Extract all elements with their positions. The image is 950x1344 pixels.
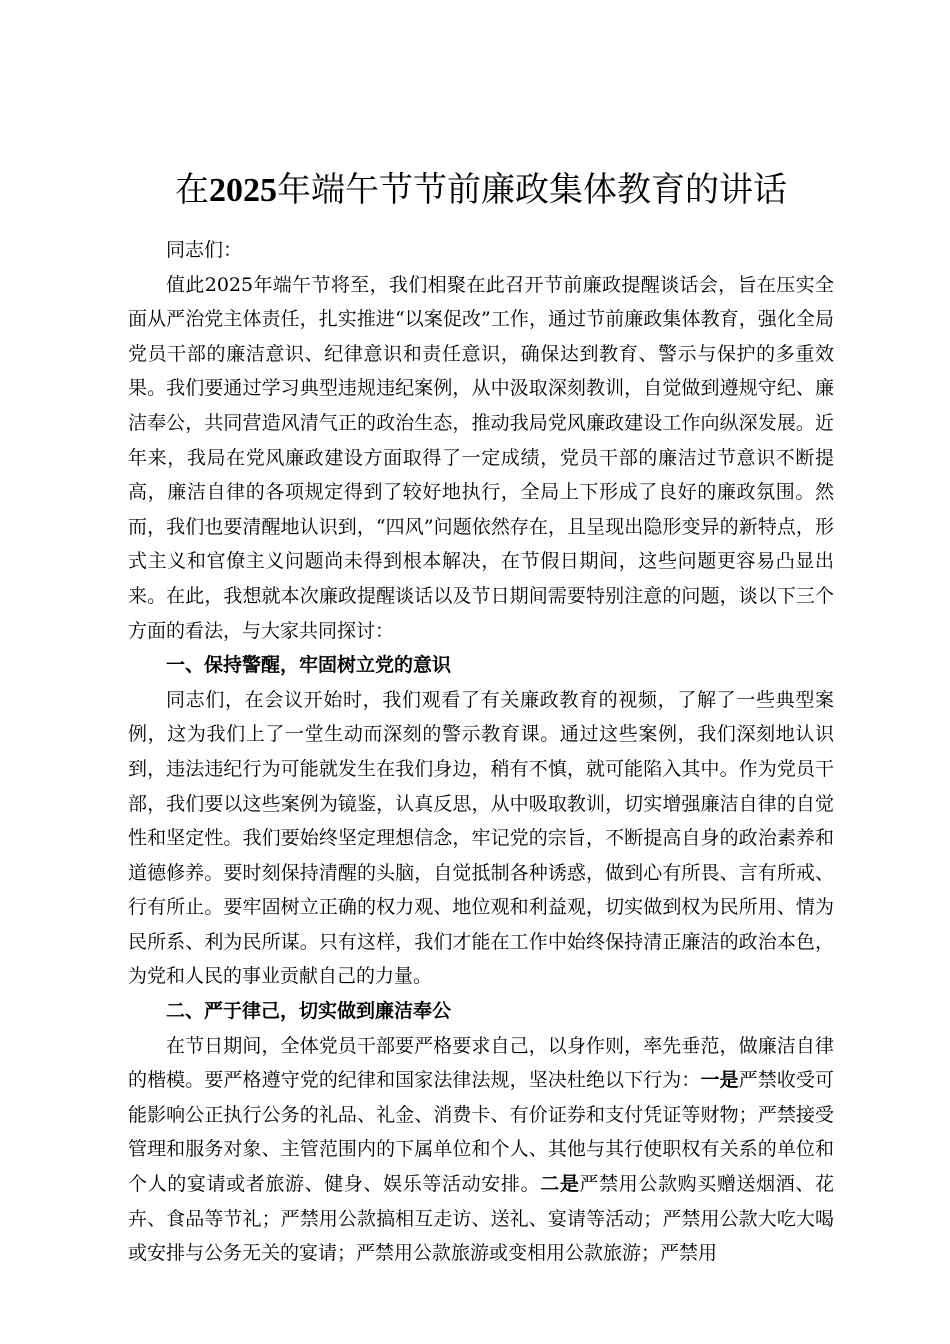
title-year: 2025 [209,172,277,209]
document-title [128,166,834,215]
section-2-paragraph [128,1029,834,1271]
title-prefix: 在 [175,170,209,210]
greeting: 同志们： [166,239,243,261]
section-2-heading: 二、严于律己，切实做到廉洁奉公 [166,1000,452,1023]
section-1-heading: 一、保持警醒，牢固树立党的意识 [166,654,452,677]
section-1-paragraph: 同志们，在会议开始时，我们观看了有关廉政教育的视频，了解了一些典型案例，这为我们上了一堂生动而深刻的警示教育课。通过这些案例，我们深刻地认识到，违法违纪行为可能就发生在我们身边，稍有不慎，就可能陷入其中。作为党员干部，我们要以这些案例为镜鉴，认真反思，从中吸取教训，切实增强廉洁自律的自觉性和坚定性。我们要始终坚定理想信念，牢记党的宗旨，不断提高自身的政治素养和道德修养。要时刻保持清醒的头脑，自觉抵制各种诱惑，做到心有所畏、言有所戒、行有所止。要牢固树立正确的权力观、地位观和利益观，切实做到权为民所用、情为民所系、利为民所谋。只有这样，我们才能在工作中始终保持清正廉洁的政治本色，为党和人民的事业贡献自己的力量。 [128,688,834,988]
title-suffix: 年端午节节前廉政集体教育的讲话 [277,170,787,210]
document-body [128,166,834,1271]
section-2-text-a: 在节日期间，全体党员干部要严格要求自己，以身作则，率先垂范，做廉洁自律的楷模。要严格遵守党的纪律和国家法律法规，坚决杜绝以下行为： [128,1034,834,1092]
intro-paragraph: 值此2025年端午节将至，我们相聚在此召开节前廉政提醒谈话会，旨在压实全面从严治党主体责任，扎实推进“以案促改”工作，通过节前廉政集体教育，强化全局党员干部的廉洁意识、纪律意识和责任意识，确保达到教育、警示与保护的多重效果。我们要通过学习典型违规违纪案例，从中汲取深刻教训，自觉做到遵规守纪、廉洁奉公，共同营造风清气正的政治生态，推动我局党风廉政建设工作向纵深发展。近年来，我局在党风廉政建设方面取得了一定成绩，党员干部的廉洁过节意识不断提高，廉洁自律的各项规定得到了较好地执行，全局上下形成了良好的廉政氛围。然而，我们也要清醒地认识到，“四风”问题依然存在，且呈现出隐形变异的新特点，形式主义和官僚主义问题尚未得到根本解决，在节假日期间，这些问题更容易凸显出来。在此，我想就本次廉政提醒谈话以及节日期间需要特别注意的问题，谈以下三个方面的看法，与大家共同探讨： [128,273,834,642]
section-2-text-c: 严禁用公款购买赠送烟酒、花卉、食品等节礼；严禁用公款搞相互走访、送礼、宴请等活动；严禁用公款大吃大喝或安排与公务无关的宴请；严禁用公款旅游或变相用公款旅游；严禁用 [128,1173,834,1265]
section-2-text-b: 严禁收受可能影响公正执行公务的礼品、礼金、消费卡、有价证券和支付凭证等财物；严禁接受管理和服务对象、主管范围内的下属单位和个人、其他与其行使职权有关系的单位和个人的宴请或者旅游、健身、娱乐等活动安排。 [128,1069,834,1196]
section-2-label-first: 一是 [700,1069,739,1092]
section-2-label-second: 二是 [540,1173,580,1196]
